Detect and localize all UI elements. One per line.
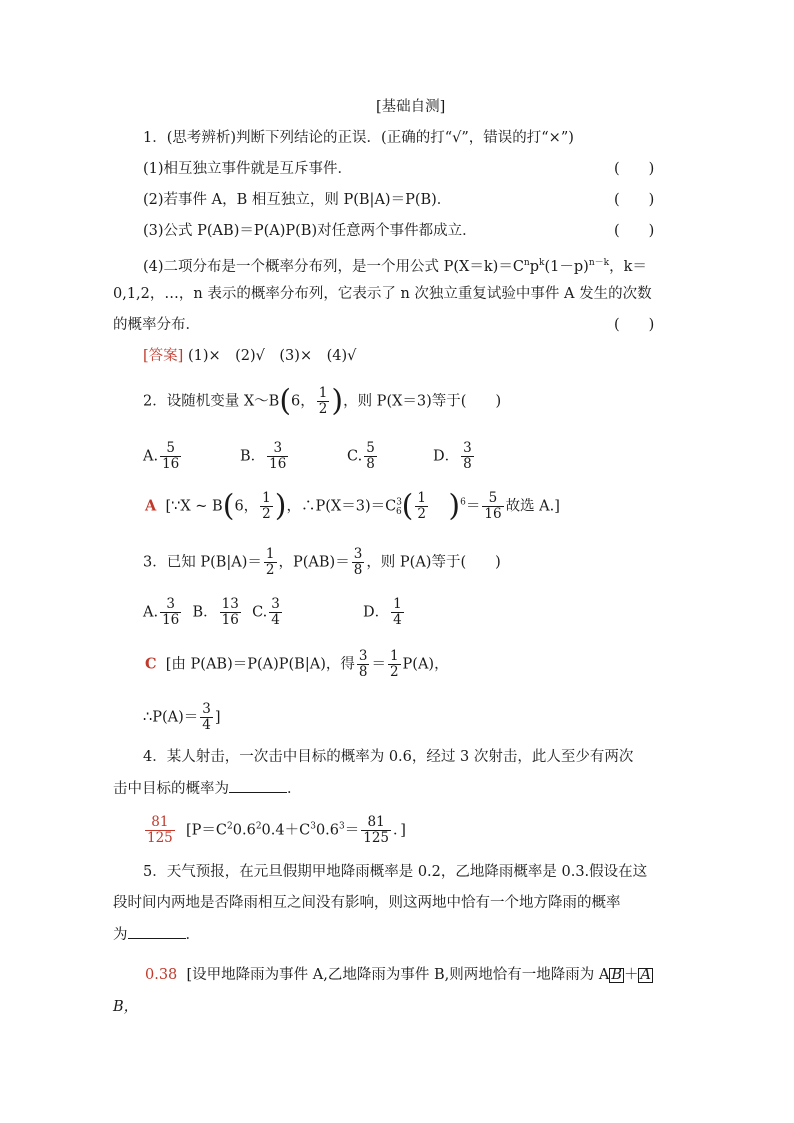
q1-item-3: (3)公式 P(AB)＝P(A)P(B)对任意两个事件都成立． (143, 223, 477, 239)
q2-option-a-num: 5 (160, 441, 181, 457)
q1-item-4-sup-nk: n－k (588, 258, 610, 268)
q3-sol-post: P(A)， (402, 656, 449, 673)
q2-option-b-den: 16 (269, 456, 287, 472)
q3-option-d-label: D． (363, 604, 390, 621)
q3-solution (145, 649, 449, 680)
q1-item-4-sup-n: n (523, 258, 530, 268)
q3-option-c-den: 4 (271, 612, 280, 628)
q4-sol-sup-a: 2 (227, 821, 233, 832)
q1-item-4-text-d: ，k＝ (609, 258, 647, 275)
q2-option-b-frac (267, 441, 288, 472)
q3-option-a-label: A. (143, 604, 159, 621)
q1-item-4-line-1 (143, 253, 647, 277)
q4-sol-pre: [P＝C (186, 822, 228, 839)
q2-option-c-frac (364, 441, 377, 472)
q3-sol2-pre: ∴P(A)＝ (143, 709, 199, 726)
q2-stem-frac-num: 1 (318, 385, 328, 401)
q4-line-2 (113, 778, 302, 799)
q2-option-b (240, 441, 290, 472)
q2-sol-sub-6: 6 (395, 507, 402, 518)
q2-stem: 2．设随机变量 X～B(6， $\frac{1}{2}$ )，则 P(X＝3)等于( ) (143, 383, 502, 419)
q4-answer-den: 125 (147, 830, 173, 846)
q2-stem-six: 6， (291, 393, 315, 410)
q1-answer-label: [答案] (143, 348, 184, 364)
section-title: [基础自测] (376, 99, 446, 115)
q1-item-4-line-2: 0,1,2，…，n 表示的概率分布列，它表示了 n 次独立重复试验中事件 A 发生的次数 (113, 286, 652, 302)
q1-answer-text: (1)× (2)√ (3)× (4)√ (187, 348, 357, 364)
q2-sol-frac-result (482, 491, 503, 522)
q3-sol-eq: ＝ (371, 656, 386, 673)
q5-line-3-text: 为 (113, 927, 128, 943)
q1-answer (143, 346, 356, 366)
q2-option-c-den: 8 (366, 456, 375, 472)
q2-option-d-num: 3 (463, 440, 472, 456)
q2-sol-sup-3: 3 (396, 497, 402, 508)
q2-sol-frac-half-num: 1 (262, 490, 271, 506)
q3-answer-letter: C (145, 655, 157, 673)
q3-option-b-num: 13 (221, 596, 239, 612)
q1-item-4-text-a: (4)二项分布是一个概率分布列，是一个用公式 P(X＝k)＝C (143, 258, 524, 275)
q1-item-4-sup-k: k (539, 258, 545, 268)
q3-sol2-frac-num: 3 (202, 701, 211, 717)
q2-option-a-label: A. (143, 448, 159, 465)
q4-sol-mid2: 0.4＋C (261, 822, 311, 839)
q2-sol-pre: [∵X ~ B (165, 498, 223, 515)
q5-sol-box-2: A (640, 967, 651, 983)
q4-sol-post: ．] (393, 822, 406, 839)
q4-sol-mid3: 0.6 (315, 822, 339, 839)
q3-option-d (363, 597, 406, 628)
q2-sol-frac-half-den: 2 (262, 506, 271, 522)
q3-sol-frac-1 (357, 649, 370, 680)
q3-stem-mid: ，P(AB)＝ (278, 554, 350, 571)
q2-sol-post: 故选 A.] (505, 498, 560, 515)
q3-stem-frac-2-den: 8 (353, 562, 363, 578)
q3-stem-frac-1 (264, 547, 277, 578)
q5-sol-box-1: B (611, 967, 622, 983)
q5-line-3-end: ． (185, 927, 200, 943)
q2-stem-post: ，则 P(X＝3)等于( ) (343, 393, 502, 410)
q4-answer-blank (229, 778, 287, 793)
q2-option-d-label: D． (433, 448, 460, 465)
q2-sol-frac-half-2-den: 2 (417, 506, 426, 522)
q3-option-c-label: C. (252, 604, 268, 621)
q4-sol-sup-d: 3 (339, 821, 345, 832)
q2-solution: A [∵X ~ B(6， $\frac{1}{2}$ )，$\therefore P(X=3)=C^3_6$( $\frac{1}{2}$ )$^6$＝ $\frac{5}{16}$ 故选 A.] (145, 488, 560, 524)
q3-stem-frac-1-num: 1 (265, 546, 275, 562)
q3-options (143, 597, 284, 628)
q3-option-b-frac (220, 597, 241, 628)
q2-option-d-den: 8 (463, 456, 472, 472)
q4-line-2-text: 击中目标的概率为 (113, 781, 229, 797)
q1-item-4-text-b: p (529, 258, 540, 275)
q4-sol-mid1: 0.6 (232, 822, 256, 839)
q1-item-2-paren: ( ) (614, 192, 655, 208)
q5-solution-end: B， (113, 999, 139, 1015)
q4-sol-sup-b: 2 (255, 821, 262, 832)
q5-solution (145, 965, 653, 985)
q5-answer-blank (128, 924, 186, 939)
q3-sol-frac-1-den: 8 (358, 664, 368, 680)
q2-option-b-label: B． (240, 448, 266, 465)
q1-item-2: (2)若事件 A，B 相互独立，则 P(B|A)＝P(B)． (143, 192, 452, 208)
q1-item-3-paren: ( ) (614, 223, 655, 239)
q2-sol-frac-half (260, 491, 273, 522)
q3-option-c-frac (269, 597, 282, 628)
q1-item-1: (1)相互独立事件就是互斥事件． (143, 161, 353, 177)
q5-line-2: 段时间内两地是否降雨相互之间没有影响，则这两地中恰有一个地方降雨的概率 (113, 895, 621, 911)
q3-option-b-label: B． (192, 604, 218, 621)
q3-option-a-num: 3 (160, 597, 181, 613)
q5-answer: 0.38 (145, 967, 178, 983)
q2-sol-six: 6， (234, 498, 259, 515)
q2-option-c (347, 441, 379, 472)
q3-solution-2 (143, 702, 221, 733)
q3-sol2-frac (200, 702, 213, 733)
q4-answer-num: 81 (145, 815, 175, 831)
q2-option-c-num: 5 (366, 440, 375, 456)
q3-option-d-frac (391, 597, 404, 628)
q4-sol-frac-result-den: 125 (363, 830, 390, 846)
q4-line-1: 4．某人射击，一次击中目标的概率为 0.6，经过 3 次射击，此人至少有两次 (143, 749, 634, 765)
q4-sol-sup-c: 3 (310, 821, 316, 832)
q4-sol-eq: ＝ (344, 822, 360, 839)
q1-item-4-line-3: 的概率分布． (113, 317, 200, 333)
q3-stem-frac-2 (352, 547, 365, 578)
q1-item-4-paren: ( ) (614, 317, 655, 333)
q4-sol-frac-result-num: 81 (361, 815, 391, 831)
q3-sol-frac-2 (388, 649, 401, 680)
q2-stem-pre: 2．设随机变量 X～B (143, 393, 280, 410)
q4-solution (143, 815, 406, 846)
q3-option-c-num: 3 (271, 596, 280, 612)
q3-option-d-den: 4 (393, 612, 402, 628)
q2-answer-letter: A (145, 497, 157, 515)
q3-sol2-frac-den: 4 (202, 717, 211, 733)
q5-line-3 (113, 924, 200, 945)
q3-option-b-den: 16 (221, 612, 239, 628)
q2-stem-frac-den: 2 (318, 401, 328, 417)
q4-sol-frac-result (361, 815, 391, 846)
q3-option-a-frac (160, 597, 181, 628)
q1-item-4-text-c: (1－p) (544, 258, 589, 275)
q3-option-d-num: 1 (393, 596, 402, 612)
q3-sol-frac-2-num: 1 (389, 648, 399, 664)
q1-item-1-paren: ( ) (614, 161, 655, 177)
q2-option-a-frac (160, 441, 181, 472)
q3-stem (143, 547, 501, 578)
q2-sol-sup-6: 6 (460, 497, 466, 508)
q2-option-c-label: C. (347, 448, 363, 465)
q1-stem: 1．(思考辨析)判断下列结论的正误．(正确的打“√”，错误的打“×”) (143, 130, 574, 146)
q5-line-1: 5．天气预报，在元旦假期甲地降雨概率是 0.2，乙地降雨概率是 0.3.假设在这 (143, 864, 648, 880)
q2-option-d (433, 441, 476, 472)
q2-sol-frac-half-2-num: 1 (417, 490, 426, 506)
q3-sol2-post: ] (214, 709, 221, 726)
q2-option-d-frac (461, 441, 474, 472)
q2-sol-frac-result-den: 16 (484, 506, 502, 522)
q2-option-a (143, 441, 183, 472)
q3-stem-pre: 3．已知 P(B|A)＝ (143, 554, 262, 571)
q3-sol-frac-1-num: 3 (358, 648, 368, 664)
q2-sol-frac-result-num: 5 (482, 491, 503, 507)
q3-sol-frac-2-den: 2 (389, 664, 399, 680)
q3-stem-post: ，则 P(A)等于( ) (366, 554, 501, 571)
q3-stem-frac-1-den: 2 (265, 562, 275, 578)
q4-line-2-end: ． (287, 781, 302, 797)
q5-sol-text: [设甲地降雨为事件 A,乙地降雨为事件 B,则两地恰有一地降雨为 A (186, 967, 610, 983)
q2-sol-frac-half-2 (415, 491, 428, 522)
q3-stem-frac-2-num: 3 (353, 546, 363, 562)
q2-sol-mid: ，∴P(X＝3)＝C (286, 498, 397, 515)
q4-answer-frac (145, 815, 175, 846)
q3-sol-pre: [由 P(AB)＝P(A)P(B|A)，得 (165, 656, 355, 673)
q2-option-a-den: 16 (162, 456, 180, 472)
q2-stem-frac-half (317, 386, 330, 417)
q5-sol-plus: ＋ (623, 967, 639, 983)
q3-option-a-den: 16 (162, 612, 180, 628)
q2-option-b-num: 3 (267, 441, 288, 457)
